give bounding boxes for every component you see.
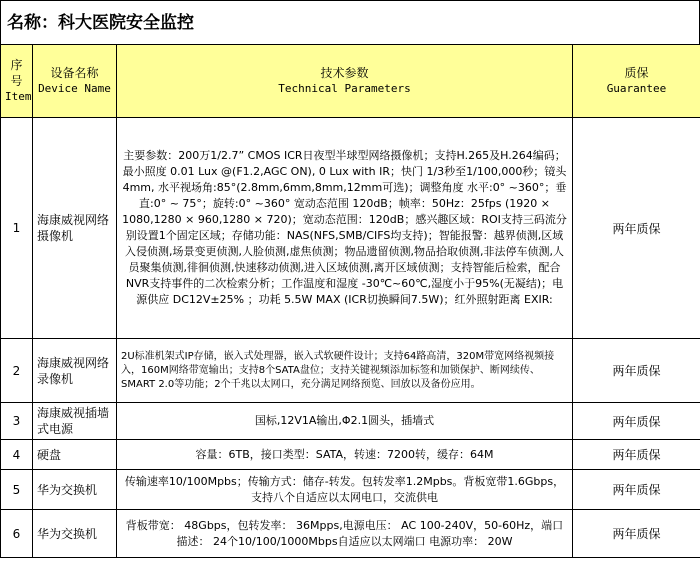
device-name: 硬盘 xyxy=(33,440,117,470)
item-number: 3 xyxy=(1,403,33,440)
technical-parameters: 容量：6TB，接口类型：SATA，转速：7200转，缓存：64M xyxy=(117,440,573,470)
header-device-name xyxy=(33,45,117,118)
guarantee: 两年质保 xyxy=(573,118,700,339)
device-name: 华为交换机 xyxy=(33,470,117,510)
header-technical-parameters xyxy=(117,45,573,118)
header-technical-parameters-cn: 技术参数 xyxy=(320,66,369,80)
header-device-name-en: Device Name xyxy=(38,82,111,95)
table-row xyxy=(1,403,700,440)
document-title: 名称：科大医院安全监控 xyxy=(0,0,700,44)
table-row xyxy=(1,440,700,470)
header-guarantee-cn: 质保 xyxy=(624,66,649,80)
table-row xyxy=(1,510,700,558)
header-guarantee xyxy=(573,45,700,118)
header-item xyxy=(1,45,33,118)
device-name: 海康威视网络摄像机 xyxy=(33,118,117,339)
item-number: 4 xyxy=(1,440,33,470)
guarantee: 两年质保 xyxy=(573,403,700,440)
header-item-en: Item xyxy=(5,90,32,103)
header-item-cn: 序号 xyxy=(10,58,23,88)
guarantee: 两年质保 xyxy=(573,440,700,470)
header-device-name-cn: 设备名称 xyxy=(50,66,99,80)
technical-parameters: 传输速率10/100Mpbs；传输方式：储存-转发。包转发率1.2Mpbs。背板宽带1.6Gbps，支持八个自适应以太网电口，交流供电 xyxy=(117,470,573,510)
device-name: 华为交换机 xyxy=(33,510,117,558)
device-name: 海康威视网络录像机 xyxy=(33,339,117,403)
equipment-table xyxy=(0,44,700,558)
header-row xyxy=(1,45,700,118)
header-guarantee-en: Guarantee xyxy=(606,82,667,95)
header-technical-parameters-en: Technical Parameters xyxy=(278,82,411,95)
table-row xyxy=(1,470,700,510)
guarantee: 两年质保 xyxy=(573,470,700,510)
technical-parameters: 背板带宽： 48Gbps，包转发率： 36Mpps,电源电压： AC 100-240V，50-60Hz，端口描述： 24个10/100/1000Mbps自适应以太网端口 电源功率： 20W xyxy=(117,510,573,558)
table-row xyxy=(1,339,700,403)
item-number: 1 xyxy=(1,118,33,339)
guarantee: 两年质保 xyxy=(573,510,700,558)
item-number: 6 xyxy=(1,510,33,558)
technical-parameters: 2U标准机架式IP存储，嵌入式处理器，嵌入式软硬件设计；支持64路高清，320M带宽网络视频接入，160M网络带宽输出；支持8个SATA盘位；支持关键视频添加标签和加锁保护、断网续传、SMART 2.0等功能；2个千兆以太网口，充分满足网络预览、回放以及备份应用。 xyxy=(117,339,573,403)
guarantee: 两年质保 xyxy=(573,339,700,403)
device-name: 海康威视插墙式电源 xyxy=(33,403,117,440)
item-number: 5 xyxy=(1,470,33,510)
technical-parameters: 主要参数：200万1/2.7” CMOS ICR日夜型半球型网络摄像机；支持H.265及H.264编码；最小照度 0.01 Lux @(F1.2,AGC ON), 0 Lux with IR；快门 1/3秒至1/100,000秒；镜头 4mm, 水平视场角:85°(2.8mm,6mm,8mm,12mm可选)；调整角度 水平:0° ~360°；垂直:0° ~ 75°；旋转:0° ~360° 宽动态范围 120dB；帧率：50Hz：25fps (1920 × 1080,1280 × 960,1280 × 720)；宽动态范围：120dB；感兴趣区域：ROI支持三码流分别设置1个固定区域；存储功能：NAS(NFS,SMB/CIFS均支持)；智能报警：越界侦测,区域入侵侦测,场景变更侦测,人脸侦测,虚焦侦测；物品遗留侦测,物品拾取侦测,非法停车侦测,人员聚集侦测,徘徊侦测,快速移动侦测,进入区域侦测,离开区域侦测；支持智能后检索，配合NVR支持事件的二次检索分析；工作温度和湿度 -30℃~60℃,湿度小于95%(无凝结)；电源供应 DC12V±25% ；功耗 5.5W MAX (ICR切换瞬间7.5W)；红外照射距离 EXIR: xyxy=(117,118,573,339)
table-row xyxy=(1,118,700,339)
technical-parameters: 国标,12V1A输出,Φ2.1圆头，插墙式 xyxy=(117,403,573,440)
item-number: 2 xyxy=(1,339,33,403)
